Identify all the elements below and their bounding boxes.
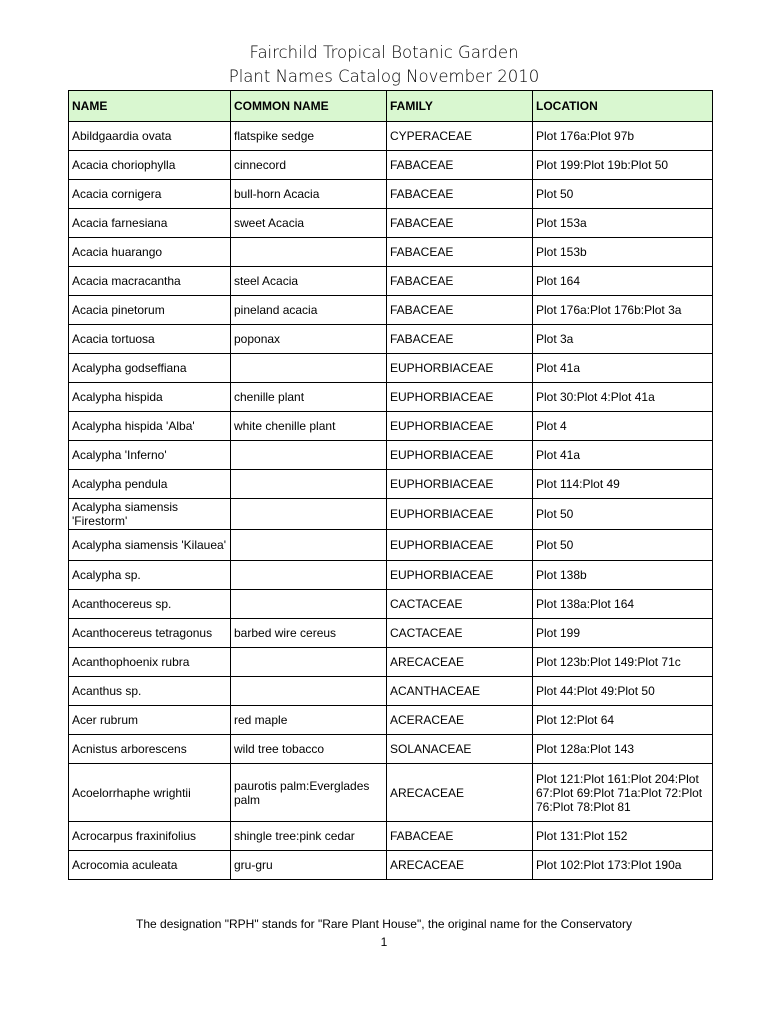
table-row bbox=[69, 530, 713, 561]
cell-common-name bbox=[231, 499, 387, 530]
cell-family: EUPHORBIACEAE bbox=[387, 441, 533, 470]
cell-common-name: steel Acacia bbox=[231, 267, 387, 296]
cell-location: Plot 131:Plot 152 bbox=[533, 822, 713, 851]
table-row bbox=[69, 706, 713, 735]
cell-location: Plot 176a:Plot 176b:Plot 3a bbox=[533, 296, 713, 325]
cell-location: Plot 12:Plot 64 bbox=[533, 706, 713, 735]
cell-name: Acalypha 'Inferno' bbox=[69, 441, 231, 470]
table-row bbox=[69, 470, 713, 499]
cell-location: Plot 44:Plot 49:Plot 50 bbox=[533, 677, 713, 706]
table-row bbox=[69, 619, 713, 648]
cell-family: ARECACEAE bbox=[387, 648, 533, 677]
cell-common-name bbox=[231, 354, 387, 383]
cell-family: ARECACEAE bbox=[387, 851, 533, 880]
table-row bbox=[69, 735, 713, 764]
cell-common-name: barbed wire cereus bbox=[231, 619, 387, 648]
table-row bbox=[69, 267, 713, 296]
cell-name: Acalypha sp. bbox=[69, 561, 231, 590]
table-row bbox=[69, 325, 713, 354]
cell-common-name: poponax bbox=[231, 325, 387, 354]
cell-name: Acacia farnesiana bbox=[69, 209, 231, 238]
cell-location: Plot 50 bbox=[533, 530, 713, 561]
cell-common-name: shingle tree:pink cedar bbox=[231, 822, 387, 851]
cell-name: Acnistus arborescens bbox=[69, 735, 231, 764]
cell-location: Plot 41a bbox=[533, 441, 713, 470]
cell-location: Plot 50 bbox=[533, 499, 713, 530]
table-row bbox=[69, 238, 713, 267]
cell-common-name bbox=[231, 561, 387, 590]
cell-name: Acacia macracantha bbox=[69, 267, 231, 296]
cell-family: EUPHORBIACEAE bbox=[387, 412, 533, 441]
cell-name: Acanthocereus tetragonus bbox=[69, 619, 231, 648]
cell-location: Plot 199 bbox=[533, 619, 713, 648]
cell-family: FABACEAE bbox=[387, 151, 533, 180]
cell-family: FABACEAE bbox=[387, 296, 533, 325]
cell-name: Acrocarpus fraxinifolius bbox=[69, 822, 231, 851]
cell-location: Plot 128a:Plot 143 bbox=[533, 735, 713, 764]
cell-family: FABACEAE bbox=[387, 238, 533, 267]
table-row bbox=[69, 590, 713, 619]
header-family: FAMILY bbox=[387, 91, 533, 122]
cell-location: Plot 3a bbox=[533, 325, 713, 354]
table-row bbox=[69, 441, 713, 470]
table-row bbox=[69, 499, 713, 530]
cell-location: Plot 138b bbox=[533, 561, 713, 590]
table-row bbox=[69, 354, 713, 383]
cell-common-name: cinnecord bbox=[231, 151, 387, 180]
cell-name: Acoelorrhaphe wrightii bbox=[69, 764, 231, 822]
cell-name: Abildgaardia ovata bbox=[69, 122, 231, 151]
document-subtitle: Plant Names Catalog November 2010 bbox=[228, 67, 540, 86]
cell-name: Acanthus sp. bbox=[69, 677, 231, 706]
cell-family: ACERACEAE bbox=[387, 706, 533, 735]
cell-location: Plot 30:Plot 4:Plot 41a bbox=[533, 383, 713, 412]
cell-family: ARECACEAE bbox=[387, 764, 533, 822]
table-row bbox=[69, 412, 713, 441]
page-number: 1 bbox=[380, 935, 388, 949]
cell-name: Acacia pinetorum bbox=[69, 296, 231, 325]
cell-common-name: chenille plant bbox=[231, 383, 387, 412]
cell-family: EUPHORBIACEAE bbox=[387, 354, 533, 383]
cell-location: Plot 4 bbox=[533, 412, 713, 441]
cell-family: FABACEAE bbox=[387, 267, 533, 296]
cell-name: Acacia tortuosa bbox=[69, 325, 231, 354]
table-header-row bbox=[69, 91, 713, 122]
cell-family: FABACEAE bbox=[387, 180, 533, 209]
cell-family: EUPHORBIACEAE bbox=[387, 383, 533, 412]
cell-common-name: gru-gru bbox=[231, 851, 387, 880]
cell-location: Plot 153a bbox=[533, 209, 713, 238]
cell-common-name bbox=[231, 441, 387, 470]
cell-common-name bbox=[231, 470, 387, 499]
cell-location: Plot 123b:Plot 149:Plot 71c bbox=[533, 648, 713, 677]
cell-location: Plot 176a:Plot 97b bbox=[533, 122, 713, 151]
table-row bbox=[69, 122, 713, 151]
cell-family: CACTACEAE bbox=[387, 590, 533, 619]
plant-catalog-table bbox=[68, 90, 713, 880]
footer-note: The designation "RPH" stands for "Rare Plant House", the original name for the Conservatory bbox=[136, 917, 632, 931]
table-row bbox=[69, 677, 713, 706]
cell-family: EUPHORBIACEAE bbox=[387, 530, 533, 561]
cell-name: Acrocomia aculeata bbox=[69, 851, 231, 880]
cell-location: Plot 102:Plot 173:Plot 190a bbox=[533, 851, 713, 880]
table-row bbox=[69, 851, 713, 880]
cell-common-name: red maple bbox=[231, 706, 387, 735]
cell-name: Acalypha hispida bbox=[69, 383, 231, 412]
cell-common-name bbox=[231, 530, 387, 561]
cell-family: FABACEAE bbox=[387, 325, 533, 354]
cell-name: Acacia choriophylla bbox=[69, 151, 231, 180]
table-row bbox=[69, 296, 713, 325]
cell-location: Plot 121:Plot 161:Plot 204:Plot 67:Plot 69:Plot 71a:Plot 72:Plot 76:Plot 78:Plot 81 bbox=[533, 764, 713, 822]
cell-common-name: pineland acacia bbox=[231, 296, 387, 325]
cell-name: Acanthocereus sp. bbox=[69, 590, 231, 619]
cell-name: Acalypha siamensis 'Firestorm' bbox=[69, 499, 231, 530]
cell-name: Acer rubrum bbox=[69, 706, 231, 735]
table-row bbox=[69, 383, 713, 412]
cell-name: Acalypha hispida 'Alba' bbox=[69, 412, 231, 441]
cell-location: Plot 138a:Plot 164 bbox=[533, 590, 713, 619]
table-row bbox=[69, 822, 713, 851]
cell-common-name: wild tree tobacco bbox=[231, 735, 387, 764]
cell-common-name: flatspike sedge bbox=[231, 122, 387, 151]
cell-name: Acacia cornigera bbox=[69, 180, 231, 209]
cell-name: Acalypha pendula bbox=[69, 470, 231, 499]
cell-common-name: paurotis palm:Everglades palm bbox=[231, 764, 387, 822]
cell-family: EUPHORBIACEAE bbox=[387, 470, 533, 499]
table-row bbox=[69, 764, 713, 822]
cell-common-name bbox=[231, 677, 387, 706]
table-row bbox=[69, 648, 713, 677]
header-common-name: COMMON NAME bbox=[231, 91, 387, 122]
cell-family: SOLANACEAE bbox=[387, 735, 533, 764]
cell-family: CACTACEAE bbox=[387, 619, 533, 648]
cell-family: CYPERACEAE bbox=[387, 122, 533, 151]
cell-family: EUPHORBIACEAE bbox=[387, 561, 533, 590]
cell-common-name bbox=[231, 590, 387, 619]
table-row bbox=[69, 151, 713, 180]
cell-common-name bbox=[231, 238, 387, 267]
table-row bbox=[69, 180, 713, 209]
table-row bbox=[69, 209, 713, 238]
cell-common-name: sweet Acacia bbox=[231, 209, 387, 238]
cell-location: Plot 50 bbox=[533, 180, 713, 209]
header-location: LOCATION bbox=[533, 91, 713, 122]
cell-name: Acalypha siamensis 'Kilauea' bbox=[69, 530, 231, 561]
cell-family: ACANTHACEAE bbox=[387, 677, 533, 706]
cell-location: Plot 114:Plot 49 bbox=[533, 470, 713, 499]
cell-location: Plot 164 bbox=[533, 267, 713, 296]
cell-family: FABACEAE bbox=[387, 209, 533, 238]
cell-name: Acacia huarango bbox=[69, 238, 231, 267]
cell-name: Acalypha godseffiana bbox=[69, 354, 231, 383]
table-row bbox=[69, 561, 713, 590]
document-title: Fairchild Tropical Botanic Garden bbox=[249, 43, 519, 62]
cell-common-name: white chenille plant bbox=[231, 412, 387, 441]
cell-family: EUPHORBIACEAE bbox=[387, 499, 533, 530]
cell-location: Plot 199:Plot 19b:Plot 50 bbox=[533, 151, 713, 180]
cell-common-name bbox=[231, 648, 387, 677]
header-name: NAME bbox=[69, 91, 231, 122]
cell-location: Plot 41a bbox=[533, 354, 713, 383]
cell-family: FABACEAE bbox=[387, 822, 533, 851]
cell-location: Plot 153b bbox=[533, 238, 713, 267]
cell-name: Acanthophoenix rubra bbox=[69, 648, 231, 677]
cell-common-name: bull-horn Acacia bbox=[231, 180, 387, 209]
